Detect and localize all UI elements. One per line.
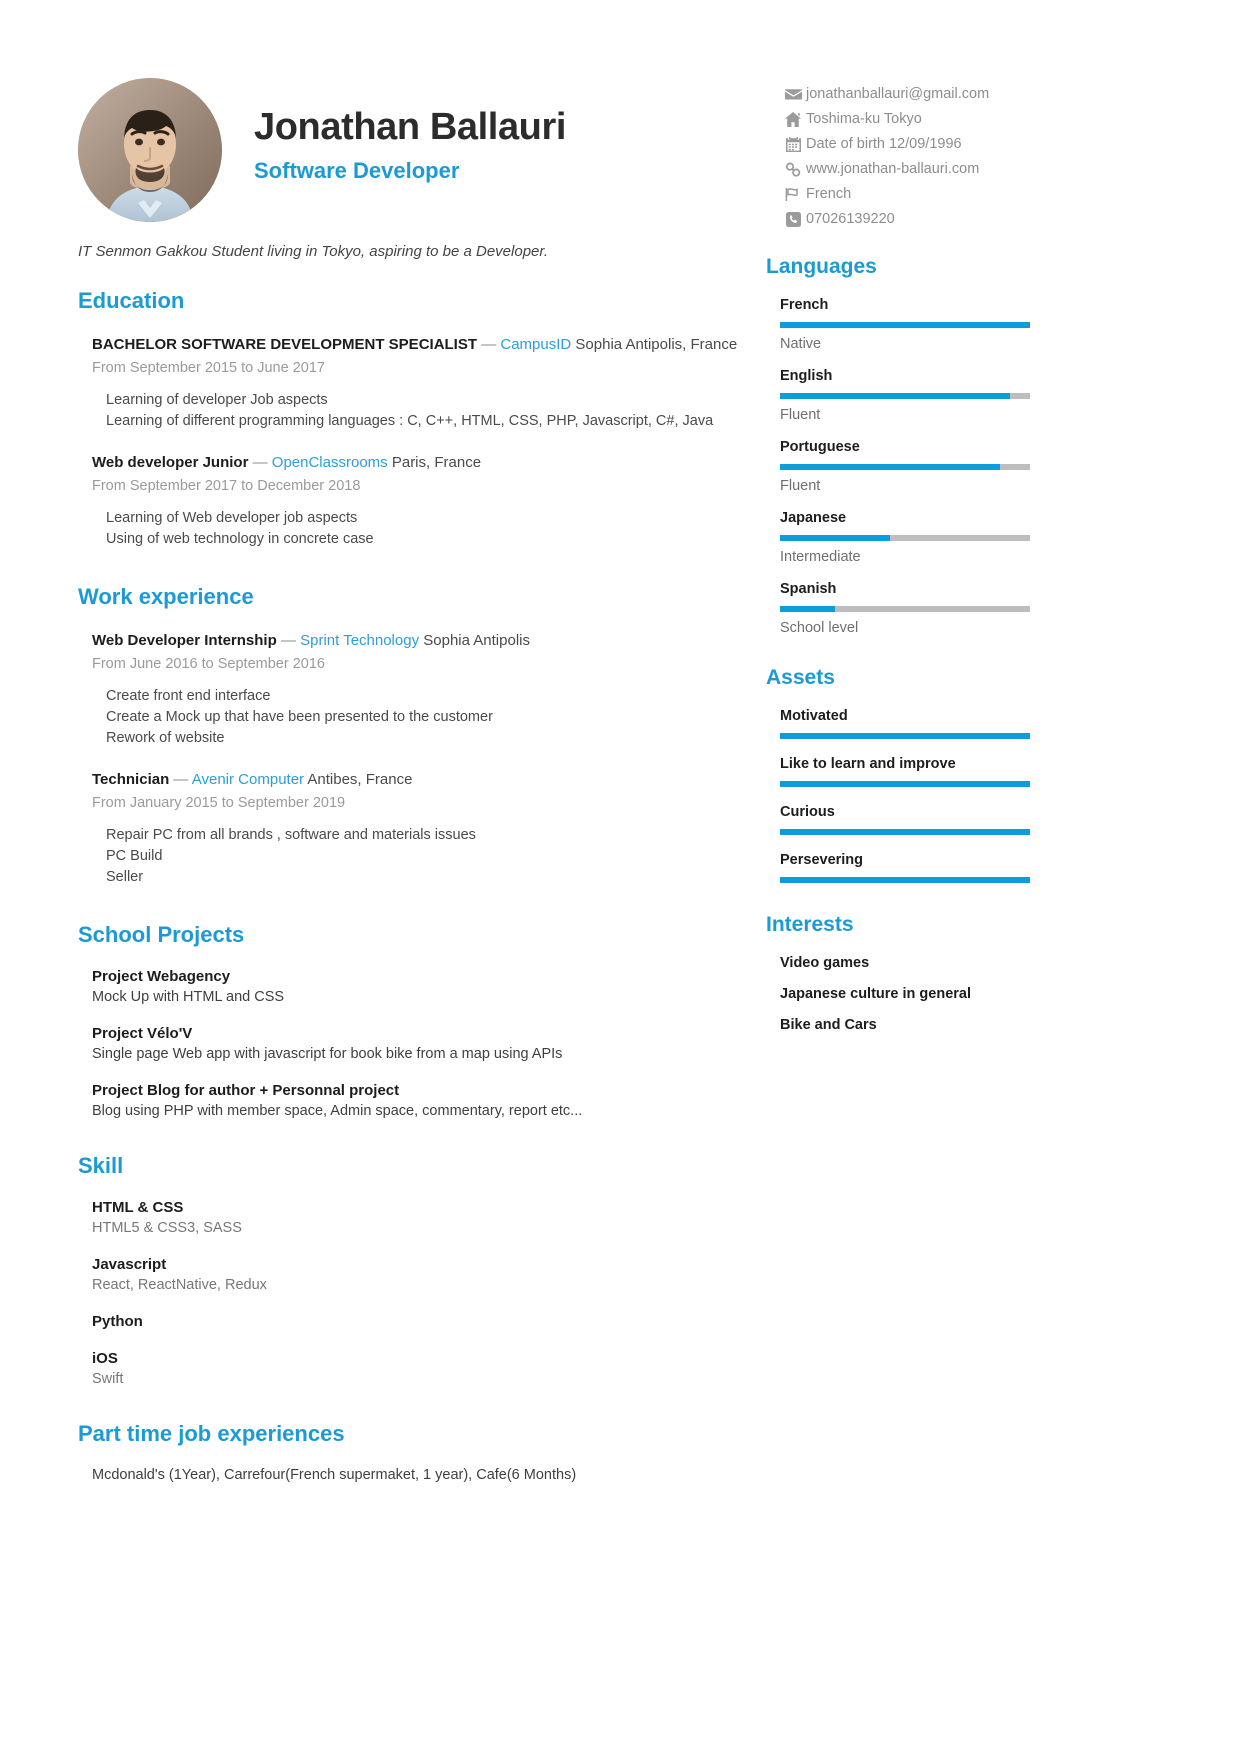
progress-fill (780, 733, 1030, 739)
interest-item: Bike and Cars (780, 1017, 877, 1033)
contact-list (780, 82, 1030, 232)
interest-item: Video games (780, 955, 870, 971)
section-title-skill: Skill (78, 1153, 124, 1179)
education-entry-head (92, 334, 738, 355)
skill-name: HTML & CSS (92, 1199, 184, 1217)
separator-dash: — (280, 632, 296, 650)
project-description: Blog using PHP with member space, Admin space, commentary, report etc... (92, 1103, 583, 1120)
progress-fill (780, 464, 1000, 470)
language-name: Portuguese (780, 439, 860, 455)
bullet-line: Learning of developer Job aspects (106, 392, 328, 408)
progress-fill (780, 829, 1030, 835)
education-org[interactable]: CampusID (500, 336, 572, 353)
contact-website-text: www.jonathan-ballauri.com (806, 161, 980, 177)
avatar (78, 78, 222, 222)
education-bullets (106, 508, 738, 550)
language-name: Japanese (780, 510, 847, 526)
language-progress-bar (780, 464, 1030, 470)
work-bullets (106, 686, 738, 749)
language-level: School level (780, 620, 859, 636)
phone-icon (780, 212, 806, 227)
skill-description: React, ReactNative, Redux (92, 1277, 267, 1294)
contact-birthdate-text: Date of birth 12/09/1996 (806, 136, 962, 152)
contact-item-website[interactable] (780, 157, 1030, 181)
asset-progress-bar (780, 781, 1030, 787)
education-role: BACHELOR SOFTWARE DEVELOPMENT SPECIALIST (92, 336, 478, 353)
asset-name: Persevering (780, 852, 864, 868)
flag-icon (780, 187, 806, 202)
tagline: IT Senmon Gakkou Student living in Tokyo, aspiring to be a Developer. (78, 243, 548, 260)
asset-name: Motivated (780, 708, 848, 724)
bullet-line: Seller (106, 869, 144, 886)
bullet-line: PC Build (106, 848, 163, 865)
contact-address-text: Toshima-ku Tokyo (806, 111, 922, 127)
section-title-part-time: Part time job experiences (78, 1421, 345, 1447)
asset-item (780, 804, 1040, 835)
envelope-icon (780, 88, 806, 101)
work-entry (92, 630, 738, 749)
contact-phone-text: 07026139220 (806, 211, 895, 227)
asset-progress-bar (780, 877, 1030, 883)
section-title-languages: Languages (766, 255, 877, 278)
calendar-icon (780, 137, 806, 152)
project-description: Mock Up with HTML and CSS (92, 989, 285, 1006)
side-column (766, 255, 1040, 1063)
education-bullets (106, 390, 738, 432)
contact-item-email[interactable] (780, 82, 1030, 106)
language-item (780, 581, 1040, 636)
work-role: Web Developer Internship (92, 632, 277, 650)
section-skill (78, 1153, 738, 1387)
bullet-line: Learning of Web developer job aspects (106, 510, 358, 527)
bullet-line: Create front end interface (106, 688, 271, 705)
skill-description: Swift (92, 1371, 124, 1388)
skill-name: Python (92, 1313, 143, 1331)
skill-name: Javascript (92, 1256, 167, 1274)
education-entry-head (92, 452, 738, 473)
work-entry-head (92, 630, 738, 651)
separator-dash: — (252, 454, 268, 472)
section-part-time (78, 1421, 738, 1483)
project-name: Project Vélo'V (92, 1025, 193, 1043)
skill-description: HTML5 & CSS3, SASS (92, 1220, 242, 1237)
section-title-work: Work experience (78, 584, 254, 610)
contact-item-birthdate (780, 132, 1030, 156)
project-name: Project Webagency (92, 968, 231, 986)
separator-dash: — (173, 771, 189, 789)
section-languages (766, 255, 1040, 636)
section-work-experience (78, 584, 738, 888)
work-org[interactable]: Sprint Technology (300, 632, 420, 650)
language-level: Fluent (780, 478, 821, 494)
separator-dash: — (481, 336, 497, 353)
section-title-assets: Assets (766, 666, 835, 689)
bullet-line: Learning of different programming languages : C, C++, HTML, CSS, PHP, Javascript, C#, Java (106, 413, 714, 430)
bullet-line: Create a Mock up that have been presented to the customer (106, 709, 493, 726)
progress-fill (780, 781, 1030, 787)
education-org[interactable]: OpenClassrooms (271, 454, 388, 472)
progress-fill (780, 535, 890, 541)
language-item (780, 368, 1040, 423)
section-title-interests: Interests (766, 913, 854, 936)
asset-name: Curious (780, 804, 835, 820)
work-place: Sophia Antipolis (423, 632, 530, 650)
progress-fill (780, 393, 1010, 399)
link-icon (780, 162, 806, 177)
education-place: Paris, France (391, 454, 482, 472)
skill-item (92, 1313, 738, 1330)
work-date: From June 2016 to September 2016 (92, 656, 325, 673)
interest-item: Japanese culture in general (780, 986, 971, 1002)
language-level: Fluent (780, 407, 821, 423)
asset-progress-bar (780, 733, 1030, 739)
contact-item-nationality (780, 182, 1030, 206)
section-assets (766, 666, 1040, 883)
section-education (78, 288, 738, 550)
work-org[interactable]: Avenir Computer (191, 771, 305, 789)
work-bullets (106, 825, 738, 888)
page-title: Jonathan Ballauri (254, 106, 567, 148)
language-item (780, 510, 1040, 565)
work-place: Antibes, France (307, 771, 413, 789)
project-item (92, 968, 738, 1005)
project-item (92, 1082, 738, 1119)
language-progress-bar (780, 606, 1030, 612)
section-title-projects: School Projects (78, 922, 245, 948)
progress-fill (780, 877, 1030, 883)
language-level: Intermediate (780, 549, 861, 565)
skill-item (92, 1199, 738, 1236)
language-level: Native (780, 336, 822, 352)
section-interests (766, 913, 1040, 1033)
asset-item (780, 708, 1040, 739)
bullet-line: Rework of website (106, 730, 225, 747)
section-school-projects (78, 922, 738, 1119)
resume-header (78, 78, 738, 228)
job-title: Software Developer (254, 158, 460, 183)
contact-email-text: jonathanballauri@gmail.com (806, 86, 990, 102)
project-description: Single page Web app with javascript for book bike from a map using APIs (92, 1046, 563, 1063)
asset-name: Like to learn and improve (780, 756, 956, 772)
progress-fill (780, 606, 835, 612)
asset-progress-bar (780, 829, 1030, 835)
language-progress-bar (780, 393, 1030, 399)
progress-fill (780, 322, 1030, 328)
part-time-text: Mcdonald's (1Year), Carrefour(French supermaket, 1 year), Cafe(6 Months) (92, 1467, 577, 1484)
bullet-line: Using of web technology in concrete case (106, 531, 374, 548)
work-date: From January 2015 to September 2019 (92, 795, 346, 812)
language-item (780, 297, 1040, 352)
work-entry-head (92, 769, 738, 790)
language-progress-bar (780, 322, 1030, 328)
contact-item-phone[interactable] (780, 207, 1030, 231)
language-name: English (780, 368, 833, 384)
education-entry (92, 334, 738, 432)
home-icon (780, 112, 806, 127)
education-role: Web developer Junior (92, 454, 249, 472)
skill-name: iOS (92, 1350, 118, 1368)
language-item (780, 439, 1040, 494)
work-role: Technician (92, 771, 170, 789)
asset-item (780, 756, 1040, 787)
skill-item (92, 1256, 738, 1293)
main-column (78, 288, 738, 1517)
section-title-education: Education (78, 288, 185, 313)
project-item (92, 1025, 738, 1062)
education-entry (92, 452, 738, 550)
bullet-line: Repair PC from all brands , software and materials issues (106, 827, 476, 844)
work-entry (92, 769, 738, 888)
contact-nationality-text: French (806, 186, 852, 202)
education-date: From September 2017 to December 2018 (92, 478, 361, 495)
project-name: Project Blog for author + Personnal project (92, 1082, 400, 1100)
education-date: From September 2015 to June 2017 (92, 360, 325, 376)
contact-item-address (780, 107, 1030, 131)
language-name: Spanish (780, 581, 837, 597)
language-progress-bar (780, 535, 1030, 541)
skill-item (92, 1350, 738, 1387)
education-place: Sophia Antipolis, France (575, 336, 738, 353)
asset-item (780, 852, 1040, 883)
language-name: French (780, 297, 829, 313)
